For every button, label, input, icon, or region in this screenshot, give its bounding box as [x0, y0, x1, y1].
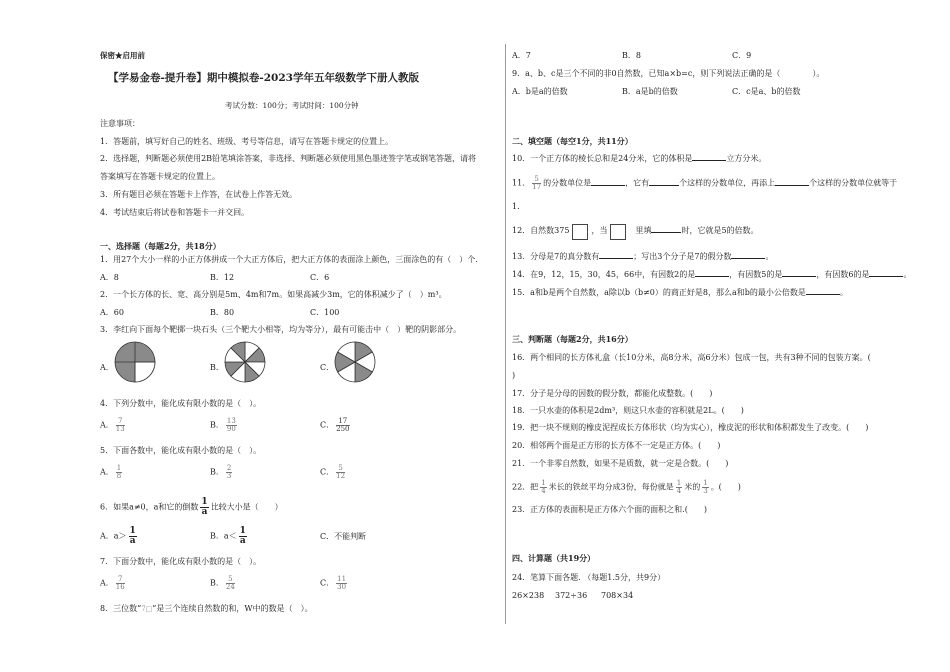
q8-text: 8．三位数“7□”是三个连续自然数的和，W中的数是（ ）。	[100, 604, 313, 613]
target-c-sixths	[333, 340, 377, 384]
q7-option-c: C． $\frac{11}{30}$	[320, 575, 347, 591]
calc-item: 26×238	[512, 591, 545, 600]
section1-heading: 一、选择题（每题2分，共18分）	[100, 241, 221, 251]
section3-heading: 三、判断题（每题2分，共16分）	[512, 334, 633, 344]
section4-heading: 四、计算题（共19分）	[512, 553, 596, 563]
q1-option-b: B．12	[210, 273, 235, 282]
q13-text: 13．分母是7的真分数有 ；写出3个分子是7的假分数 。	[512, 252, 774, 261]
calc-item: 372÷36	[555, 591, 588, 600]
q24-text: 24．笔算下面各题. （每题1.5分，共9分）	[512, 573, 666, 582]
q9-option-b: B．a是b的倍数	[622, 87, 678, 96]
q4-option-b: B． $\frac{13}{90}$	[210, 417, 236, 433]
q1-text: 1．用27个大小一样的小正方体拼成一个大正方体后，把大正方体的表面涂上颜色，三面涂色的有（ ）个.	[100, 255, 478, 264]
calc-item: 708×34	[601, 591, 634, 600]
q2-option-c: C．100	[310, 308, 340, 317]
q3-option-b: B．	[210, 363, 224, 372]
q9-option-a: A．b是a的倍数	[512, 87, 568, 96]
q6-option-c: C．不能判断	[320, 532, 367, 541]
q5-text: 5．下面各数中，能化成有限小数的是（ ）。	[100, 446, 262, 455]
q17-text: 17．分子是分母的因数的假分数，都能化成整数。( )	[512, 389, 713, 398]
notice-item: 1．答题前，填写好自己的姓名、班级、考号等信息，请写在答题卡规定的位置上。	[100, 137, 394, 146]
notice-item: 3．所有题目必须在答题卡上作答，在试卷上作答无效。	[100, 190, 298, 199]
q9-text: 9．a、b、c是三个不同的非0自然数，已知a×b=c，则下列说法正确的是（ ）。	[512, 69, 825, 78]
confidential-label: 保密★启用前	[100, 51, 145, 60]
target-a-quarters	[113, 340, 157, 384]
q16-text: 16．两个相同的长方体礼盒（长10分米，高8分米，高6分米）包成一包，共有3种不同的包装方案。(	[512, 353, 871, 362]
notice-item: 4．考试结束后将试卷和答题卡一并交回。	[100, 208, 250, 217]
q23-text: 23．正方体的表面积是正方体六个面的面积之和.( )	[512, 505, 707, 514]
q9-option-c: C．c是a、b的倍数	[732, 87, 801, 96]
q7-text: 7．下面分数中，能化成有限小数的是（ ）。	[100, 557, 262, 566]
q18-text: 18．一只水壶的体积是2dm³，则这只水壶的容积就是2L。( )	[512, 406, 744, 415]
q6-text: 6．如果a≠0，a和它的倒数 $\frac{1}{a}$ 比较大小是（ ）	[100, 497, 283, 517]
q21-text: 21．一个非零自然数，如果不是质数，就一定是合数。( )	[512, 459, 729, 468]
q7-option-b: B． $\frac{5}{24}$	[210, 575, 235, 591]
q8-option-a: A．7	[512, 51, 531, 60]
q2-text: 2．一个长方体的长、宽、高分别是5m、4m和7m。如果高减少3m，它的体积减少了（ ）m³。	[100, 290, 447, 299]
answer-box	[610, 224, 626, 240]
exam-title: 【学易金卷-提升卷】期中模拟卷-2023学年五年级数学下册人教版	[108, 72, 419, 84]
q2-option-a: A．60	[100, 308, 124, 317]
q22-text: 22．把 $\frac{1}{4}$ 米长的铁丝平均分成3份，每份就是 $\frac{1}{4}$ 米的 $\frac{1}{3}$ 。( )	[512, 479, 741, 495]
q6-option-a: A．a＞ $\frac{1}{a}$	[100, 526, 136, 546]
section2-heading: 二、填空题（每空1分，共11分）	[512, 136, 633, 146]
q14-text: 14．在9，12，15，30，45，66中，有因数2的是 ，有因数5的是 ，有因数6的是 。	[512, 270, 912, 279]
q16-tail: )	[512, 371, 516, 380]
notice-item: 答案填写在答题卡规定的位置上。	[100, 172, 220, 181]
q5-option-c: C． $\frac{5}{12}$	[320, 464, 346, 480]
q1-option-a: A．8	[100, 273, 119, 282]
q8-option-b: B．8	[622, 51, 641, 60]
q6-option-b: B．a＜ $\frac{1}{a}$	[210, 526, 246, 546]
q5-option-b: B． $\frac{2}{3}$	[210, 464, 232, 480]
q15-text: 15．a和b是两个自然数，a除以b（b≠0）的商正好是8，那么a和b的最小公倍数是 。	[512, 288, 848, 297]
notice-item: 2．选择题，判断题必须使用2B铅笔填涂答案，非选择、判断题必须使用黑色墨迹签字笔或钢笔答题，请将	[100, 154, 477, 163]
q3-option-c: C．	[320, 363, 335, 372]
q20-text: 20．相邻两个面是正方形的长方体不一定是正方体。( )	[512, 441, 721, 450]
q3-option-a: A．	[100, 363, 114, 372]
q4-option-c: C． $\frac{17}{250}$	[320, 417, 350, 433]
q19-text: 19．把一块不规则的橡皮泥捏成长方体形状（均为实心），橡皮泥的形状和体积都发生了改变。( )	[512, 423, 869, 432]
q1-option-c: C．6	[310, 273, 330, 282]
q8-option-c: C．9	[732, 51, 752, 60]
notice-heading: 注意事项：	[100, 119, 140, 128]
answer-box	[572, 224, 588, 240]
q7-option-a: A． $\frac{7}{16}$	[100, 575, 125, 591]
q3-text: 3．李红向下面每个靶掷一块石头（三个靶大小相等，均为等分），最有可能击中（ ）靶的阴影部分。	[100, 325, 462, 334]
exam-info: 考试分数：100分；考试时间：100分钟	[225, 101, 359, 110]
q11-tail: 1.	[512, 202, 520, 211]
q2-option-b: B．80	[210, 308, 235, 317]
q10-text: 10．一个正方体的棱长总和是24分米，它的体积是 立方分米。	[512, 154, 767, 163]
q4-text: 4．下列分数中，能化成有限小数的是（ ）。	[100, 399, 262, 408]
column-divider	[505, 44, 506, 624]
q5-option-a: A． $\frac{1}{8}$	[100, 464, 122, 480]
q11-text: 11． $\frac{5}{17}$ 的分数单位是 ，它有 个这样的分数单位，再添上 个这样的分数单位就等于	[512, 175, 898, 191]
q4-option-a: A． $\frac{7}{13}$	[100, 417, 125, 433]
target-b-eighths	[223, 340, 267, 384]
q12-text: 12．自然数375 ，当 里填 时，它就是5的倍数。	[512, 222, 759, 240]
